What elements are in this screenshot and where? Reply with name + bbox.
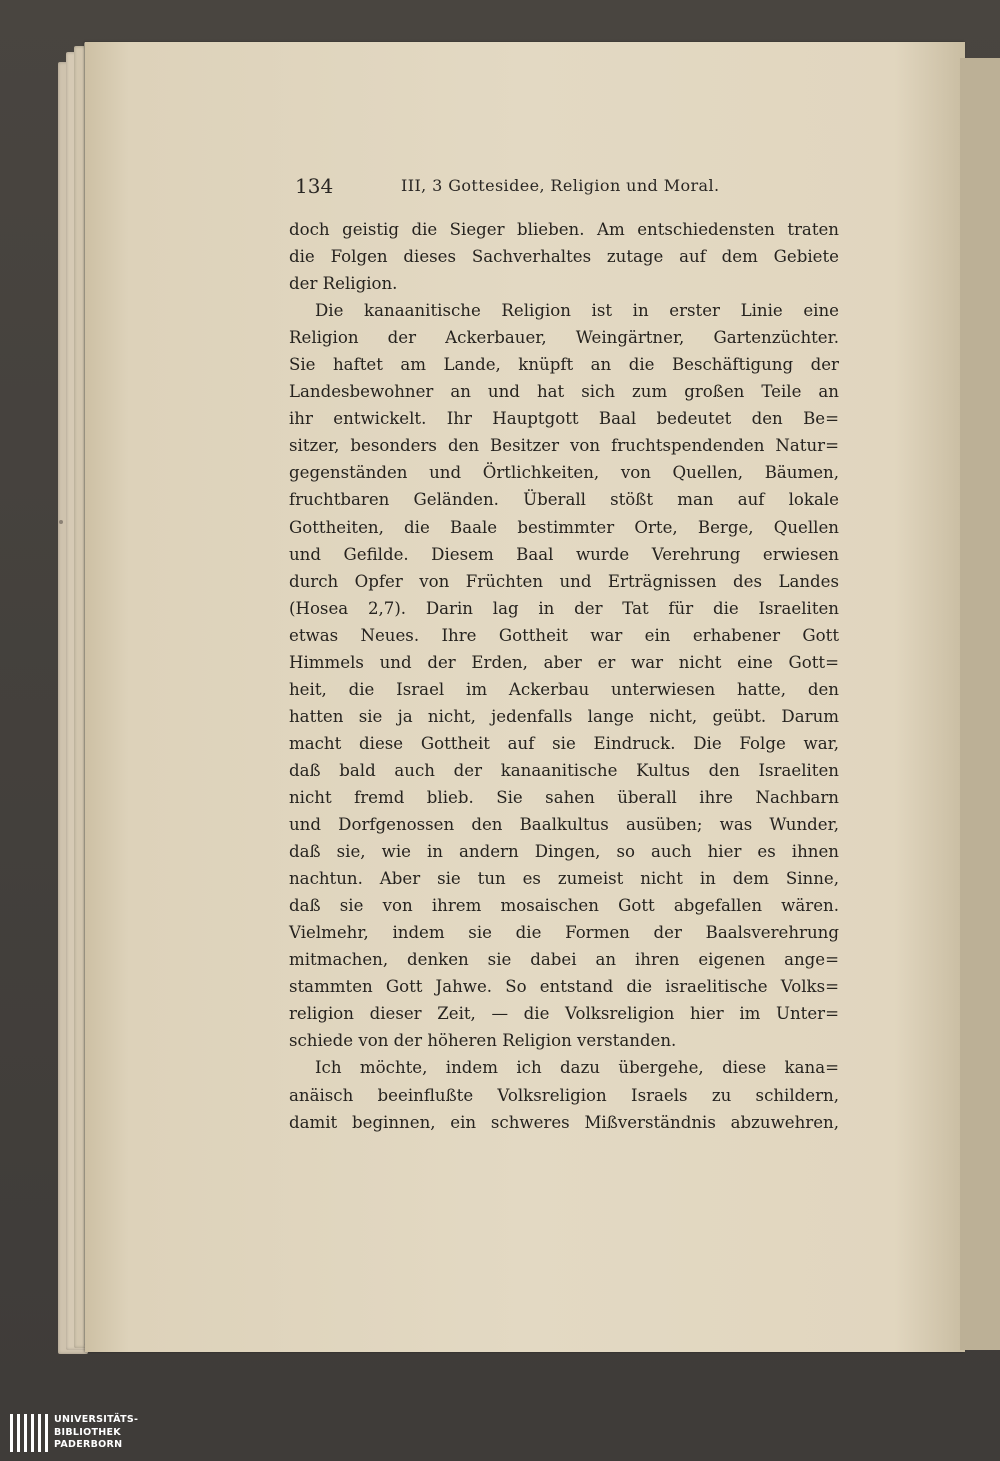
library-name-line: BIBLIOTHEK — [54, 1426, 121, 1438]
text-line: hatten sie ja nicht, jedenfalls lange nicht, geübt. Darum — [289, 706, 839, 726]
library-name-line: PADERBORN — [54, 1439, 123, 1450]
text-line: doch geistig die Sieger blieben. Am entschiedensten traten — [289, 220, 839, 239]
text-line: Gottheiten, die Baale bestimmter Orte, Berge, Quellen — [289, 517, 839, 537]
text-line: Die kanaanitische Religion ist in erster Linie eine — [315, 301, 839, 321]
text-line: fruchtbaren Geländen. Überall stößt man auf lokale — [289, 490, 839, 510]
text-line: nachtun. Aber sie tun es zumeist nicht in dem Sinne, — [289, 869, 839, 889]
text-line: stammten Gott Jahwe. So entstand die israelitische Volks= — [289, 977, 839, 997]
text-line: die Folgen dieses Sachverhaltes zutage auf dem Gebiete — [289, 247, 839, 267]
text-line: Himmels und der Erden, aber er war nicht eine Gott= — [289, 652, 839, 672]
text-line: sitzer, besonders den Besitzer von fruchtspendenden Natur= — [289, 436, 839, 456]
text-line: daß sie, wie in andern Dingen, so auch hier es ihnen — [289, 842, 839, 862]
body-text — [289, 216, 839, 1136]
text-line: der Religion. — [289, 274, 398, 294]
page-number: 134 — [295, 174, 334, 198]
running-head — [295, 174, 840, 200]
text-line: macht diese Gottheit auf sie Eindruck. Die Folge war, — [289, 733, 839, 753]
text-line: heit, die Israel im Ackerbau unterwiesen hatte, den — [289, 679, 839, 699]
margin-mark — [59, 520, 63, 524]
library-name — [54, 1414, 214, 1452]
text-line: mitmachen, denken sie dabei an ihren eigenen ange= — [289, 950, 839, 970]
library-logo-icon — [10, 1414, 48, 1452]
text-line: Vielmehr, indem sie die Formen der Baalsverehrung — [289, 923, 839, 943]
text-line: anäisch beeinflußte Volksreligion Israels zu schildern, — [289, 1085, 839, 1105]
text-line: durch Opfer von Früchten und Erträgnissen des Landes — [289, 571, 839, 591]
text-line: schiede von der höheren Religion verstanden. — [289, 1031, 677, 1051]
text-line: Landesbewohner an und hat sich zum großen Teile an — [289, 382, 839, 402]
library-footer — [0, 1405, 1000, 1461]
text-line: daß sie von ihrem mosaischen Gott abgefallen wären. — [289, 896, 839, 916]
text-line: Religion der Ackerbauer, Weingärtner, Gartenzüchter. — [289, 328, 839, 348]
text-line: gegenständen und Örtlichkeiten, von Quellen, Bäumen, — [289, 463, 839, 483]
text-line: Ich möchte, indem ich dazu übergehe, diese kana= — [315, 1058, 839, 1078]
text-line: und Gefilde. Diesem Baal wurde Verehrung erwiesen — [289, 544, 839, 564]
text-line: etwas Neues. Ihre Gottheit war ein erhabener Gott — [289, 625, 839, 645]
text-line: (Hosea 2,7). Darin lag in der Tat für die Israeliten — [289, 598, 839, 618]
text-line: daß bald auch der kanaanitische Kultus den Israeliten — [289, 760, 839, 780]
facing-page-edge — [960, 58, 1000, 1350]
text-line: religion dieser Zeit, — die Volksreligion hier im Unter= — [289, 1004, 839, 1024]
text-line: ihr entwickelt. Ihr Hauptgott Baal bedeutet den Be= — [289, 409, 839, 429]
text-line: Sie haftet am Lande, knüpft an die Beschäftigung der — [289, 355, 839, 375]
library-name-line: UNIVERSITÄTS- — [54, 1414, 139, 1425]
text-line: damit beginnen, ein schweres Mißverständnis abzuwehren, — [289, 1112, 839, 1132]
text-line: nicht fremd blieb. Sie sahen überall ihre Nachbarn — [289, 787, 839, 807]
text-line: und Dorfgenossen den Baalkultus ausüben; was Wunder, — [289, 815, 839, 835]
running-head-title: III, 3 Gottesidee, Religion und Moral. — [401, 176, 720, 195]
